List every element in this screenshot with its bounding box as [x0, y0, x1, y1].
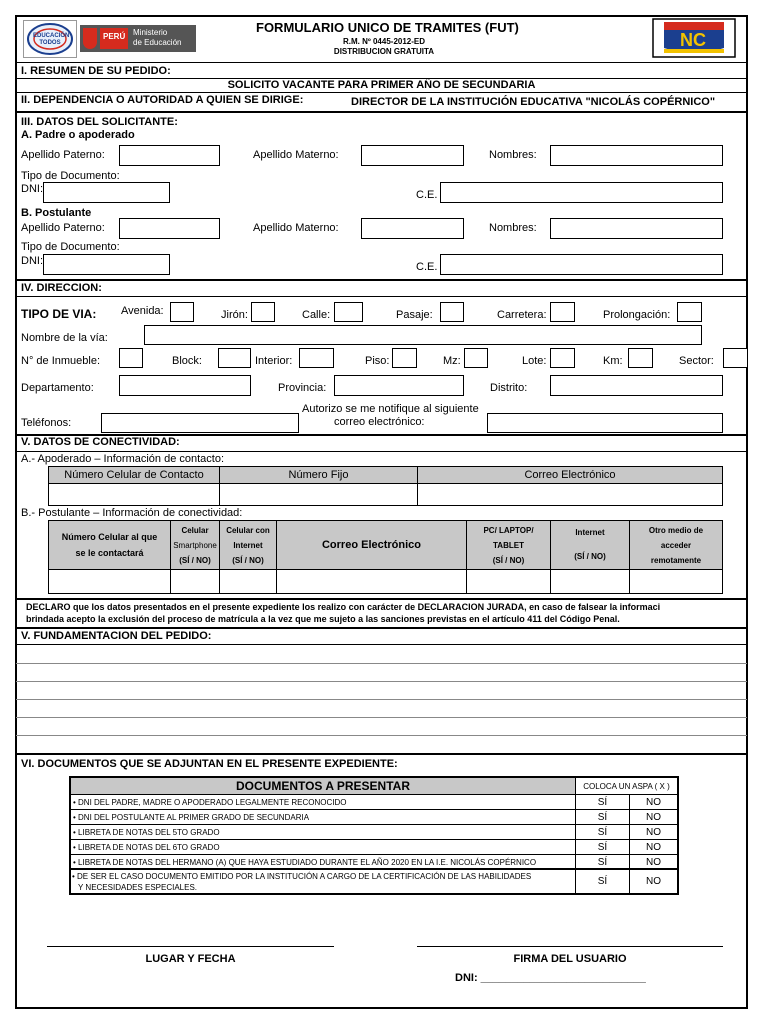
inmueble-label: N° de Inmueble: [21, 355, 100, 367]
document-row [70, 824, 576, 840]
section-1-heading: I. RESUMEN DE SU PEDIDO: [21, 65, 171, 77]
authority-name: DIRECTOR DE LA INSTITUCIÓN EDUCATIVA "NICOLÁS COPÉRNICO" [351, 96, 716, 108]
mz-input[interactable] [464, 348, 488, 368]
document-no-option[interactable]: NO [629, 794, 678, 810]
jiron-checkbox[interactable] [251, 302, 275, 322]
email-authorization-line-2: correo electrónico: [334, 416, 425, 428]
block-input[interactable] [218, 348, 251, 368]
provincia-input[interactable] [334, 375, 464, 396]
declaration-line-2: brindada acepto la exclusión del proceso de matrícula a la vez que me sujeto a las sanciones previstas en el artículo 411 del Código Penal. [26, 614, 620, 624]
applicant-col-mobile: Número Celular al que se le contactará [48, 520, 171, 570]
applicant-col-smartphone: Celular Smartphone (SÍ / NO) [170, 520, 220, 570]
guardian-email-input[interactable] [417, 483, 723, 506]
last-doc-no-option[interactable]: NO [629, 868, 678, 894]
email-authorization-line-1: Autorizo se me notifique al siguiente [302, 403, 479, 415]
calle-checkbox[interactable] [334, 302, 363, 322]
parent-ce-label: C.E. [416, 189, 438, 201]
jiron-label: Jirón: [221, 309, 248, 321]
applicant-internet-input[interactable] [550, 569, 630, 594]
last-doc-line-2: Y NECESIDADES ESPECIALES. [78, 883, 198, 892]
document-row-label: • LIBRETA DE NOTAS DEL HERMANO (A) QUE HAYA ESTUDIADO DURANTE EL AÑO 2020 EN LA I.E. NICOLÁS COPÉRNICO [73, 858, 537, 867]
basis-line-6[interactable] [16, 735, 747, 736]
request-summary: SOLICITO VACANTE PARA PRIMER AÑO DE SECUNDARIA [227, 79, 536, 91]
document-row [70, 809, 576, 825]
place-date-line [47, 946, 334, 947]
mz-label: Mz: [443, 355, 461, 367]
peru-label: PERÚ [103, 32, 126, 41]
parent-ce-input[interactable] [440, 182, 723, 203]
logo-left-text: EDUCACIÓN TODOS [33, 33, 70, 46]
applicant-maternal-input[interactable] [361, 218, 464, 239]
applicant-names-label: Nombres: [489, 222, 537, 234]
carretera-checkbox[interactable] [550, 302, 575, 322]
distrito-input[interactable] [550, 375, 723, 396]
guardian-col-mobile: Número Celular de Contacto [48, 466, 220, 484]
applicant-maternal-label: Apellido Materno: [253, 222, 339, 234]
sector-label: Sector: [679, 355, 714, 367]
school-logo-text: NC [680, 30, 706, 50]
applicant-pc-input[interactable] [466, 569, 551, 594]
signature-dni[interactable]: DNI: ___________________________ [455, 972, 646, 984]
basis-line-1[interactable] [16, 644, 747, 645]
section-2-heading: II. DEPENDENCIA O AUTORIDAD A QUIEN SE DIRIGE: [21, 94, 304, 106]
place-date-label: LUGAR Y FECHA [145, 953, 236, 965]
applicant-ce-label: C.E. [416, 261, 438, 273]
declaration-line-1: DECLARO que los datos presentados en el presente expediente los realizo con carácter de DECLARACION JURADA, en caso de falsear la informaci [26, 602, 661, 612]
document-yes-option[interactable]: SÍ [575, 839, 630, 855]
lote-input[interactable] [550, 348, 575, 368]
telefonos-input[interactable] [101, 413, 299, 433]
avenida-checkbox[interactable] [170, 302, 194, 322]
last-doc-line-1: • DE SER EL CASO DOCUMENTO EMITIDO POR LA INSTITUCIÓN A CARGO DE LA CERTIFICACIÓN DE LAS HABILIDADES [72, 872, 532, 881]
interior-input[interactable] [299, 348, 334, 368]
document-yes-option[interactable]: SÍ [575, 854, 630, 870]
guardian-landline-input[interactable] [219, 483, 418, 506]
departamento-label: Departamento: [21, 382, 94, 394]
via-name-input[interactable] [144, 325, 702, 345]
km-label: Km: [603, 355, 623, 367]
applicant-col-email: Correo Electrónico [276, 520, 467, 570]
document-yes-option[interactable]: SÍ [575, 824, 630, 840]
ministry-line-1: Ministerio [133, 28, 168, 37]
applicant-names-input[interactable] [550, 218, 723, 239]
sector-input[interactable] [723, 348, 747, 368]
guardian-contact-label: A.- Apoderado – Información de contacto: [21, 453, 225, 465]
basis-line-5[interactable] [16, 717, 747, 718]
signature-line [417, 946, 723, 947]
documents-table-title: DOCUMENTOS A PRESENTAR [70, 777, 576, 795]
section-5-heading: V. DATOS DE CONECTIVIDAD: [21, 436, 180, 448]
applicant-dni-label: DNI: [21, 255, 43, 267]
applicant-mobile-input[interactable] [48, 569, 171, 594]
document-row-label: • LIBRETA DE NOTAS DEL 5TO GRADO [73, 828, 220, 837]
km-input[interactable] [628, 348, 653, 368]
applicant-paternal-input[interactable] [119, 218, 220, 239]
distrito-label: Distrito: [490, 382, 528, 394]
document-yes-option[interactable]: SÍ [575, 809, 630, 825]
pasaje-label: Pasaje: [396, 309, 433, 321]
parent-dni-input[interactable] [43, 182, 170, 203]
document-row-label: • DNI DEL POSTULANTE AL PRIMER GRADO DE SECUNDARIA [73, 813, 310, 822]
document-row [70, 839, 576, 855]
applicant-col-mobile-internet: Celular con Internet (SÍ / NO) [219, 520, 277, 570]
parent-names-label: Nombres: [489, 149, 537, 161]
ministry-logo [80, 25, 196, 52]
resolution-number: R.M. Nº 0445-2012-ED [342, 37, 426, 46]
document-no-option[interactable]: NO [629, 839, 678, 855]
parent-paternal-input[interactable] [119, 145, 220, 166]
applicant-col-internet: Internet (SÍ / NO) [550, 520, 630, 570]
parent-doc-type-label: Tipo de Documento: [21, 170, 120, 182]
basis-line-2[interactable] [16, 663, 747, 664]
section-6-heading: VI. DOCUMENTOS QUE SE ADJUNTAN EN EL PRESENTE EXPEDIENTE: [21, 758, 398, 770]
education-for-all-logo [23, 20, 77, 58]
applicant-paternal-label: Apellido Paterno: [21, 222, 105, 234]
mark-header: COLOCA UN ASPA ( X ) [575, 777, 678, 795]
document-no-option[interactable]: NO [629, 809, 678, 825]
section-3-heading: III. DATOS DEL SOLICITANTE: [21, 116, 178, 128]
parent-heading: A. Padre o apoderado [21, 129, 135, 141]
via-name-label: Nombre de la vía: [21, 332, 108, 344]
document-row-label: • DNI DEL PADRE, MADRE O APODERADO LEGALMENTE RECONOCIDO [73, 798, 347, 807]
guardian-mobile-input[interactable] [48, 483, 220, 506]
lote-label: Lote: [522, 355, 547, 367]
applicant-smartphone-input[interactable] [170, 569, 220, 594]
basis-heading: V. FUNDAMENTACION DEL PEDIDO: [21, 630, 212, 642]
guardian-col-landline: Número Fijo [219, 466, 418, 484]
distribution-note: DISTRIBUCION GRATUITA [333, 47, 435, 56]
parent-paternal-label: Apellido Paterno: [21, 149, 105, 161]
parent-maternal-label: Apellido Materno: [253, 149, 339, 161]
via-type-label: TIPO DE VIA: [21, 307, 97, 321]
last-doc-yes-option[interactable]: SÍ [575, 868, 630, 894]
avenida-label: Avenida: [121, 305, 164, 317]
interior-label: Interior: [255, 355, 293, 367]
section-4-heading: IV. DIRECCION: [21, 282, 102, 294]
document-yes-option[interactable]: SÍ [575, 794, 630, 810]
prolongacion-label: Prolongación: [603, 309, 671, 321]
basis-line-4[interactable] [16, 699, 747, 700]
parent-names-input[interactable] [550, 145, 723, 166]
inmueble-input[interactable] [119, 348, 143, 368]
parent-dni-label: DNI: [21, 183, 43, 195]
piso-label: Piso: [365, 355, 390, 367]
provincia-label: Provincia: [278, 382, 327, 394]
block-label: Block: [172, 355, 202, 367]
applicant-heading: B. Postulante [21, 207, 92, 219]
applicant-other-input[interactable] [629, 569, 723, 594]
applicant-mobile-internet-input[interactable] [219, 569, 277, 594]
school-logo [652, 18, 736, 58]
telefonos-label: Teléfonos: [21, 417, 72, 429]
document-row-label: • LIBRETA DE NOTAS DEL 6TO GRADO [73, 843, 220, 852]
calle-label: Calle: [302, 309, 331, 321]
pasaje-checkbox[interactable] [440, 302, 464, 322]
basis-line-3[interactable] [16, 681, 747, 682]
carretera-label: Carretera: [497, 309, 547, 321]
document-row [70, 794, 576, 810]
ministry-line-2: de Educación [133, 38, 182, 47]
applicant-col-other: Otro medio de acceder remotamente [629, 520, 723, 570]
form-title: FORMULARIO UNICO DE TRAMITES (FUT) [256, 20, 519, 35]
peru-shield-icon [83, 28, 97, 49]
signature-label: FIRMA DEL USUARIO [513, 953, 627, 965]
applicant-doc-type-label: Tipo de Documento: [21, 241, 120, 253]
guardian-col-email: Correo Electrónico [417, 466, 723, 484]
departamento-input[interactable] [119, 375, 251, 396]
prolongacion-checkbox[interactable] [677, 302, 702, 322]
applicant-col-pc: PC/ LAPTOP/ TABLET (SÍ / NO) [466, 520, 551, 570]
applicant-dni-input[interactable] [43, 254, 170, 275]
parent-maternal-input[interactable] [361, 145, 464, 166]
notification-email-input[interactable] [487, 413, 723, 433]
applicant-connectivity-label: B.- Postulante – Información de conectividad: [21, 507, 243, 519]
document-no-option[interactable]: NO [629, 854, 678, 870]
applicant-email-input[interactable] [276, 569, 467, 594]
document-no-option[interactable]: NO [629, 824, 678, 840]
piso-input[interactable] [392, 348, 417, 368]
applicant-ce-input[interactable] [440, 254, 723, 275]
